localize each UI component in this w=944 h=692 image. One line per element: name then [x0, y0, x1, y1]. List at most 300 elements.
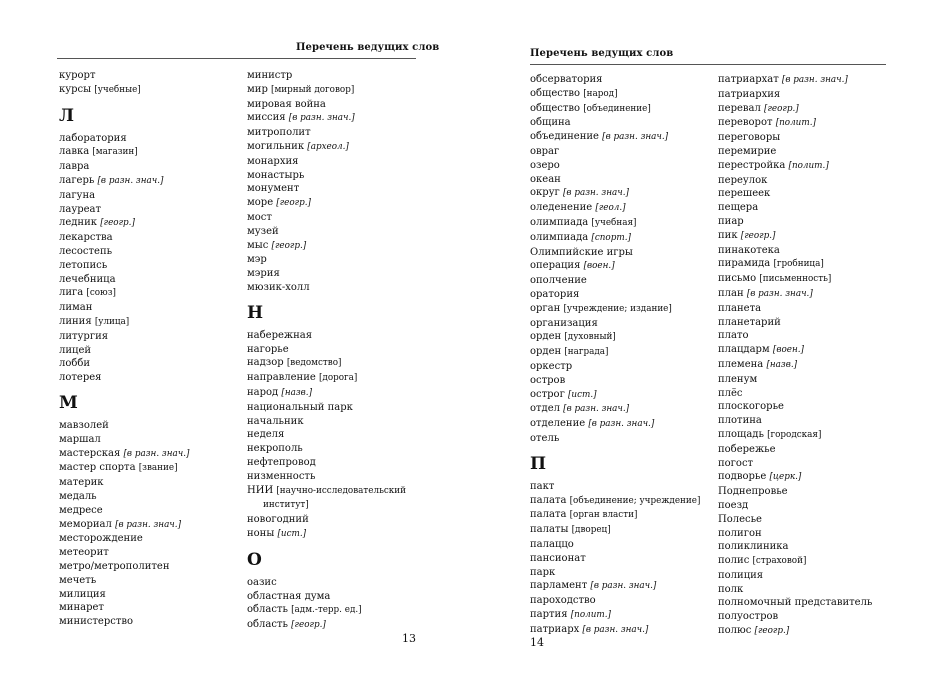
section-letter-heading: Л — [59, 105, 75, 126]
dictionary-entry — [718, 583, 918, 597]
dictionary-entry — [530, 288, 716, 302]
entry-term: плотина — [718, 415, 762, 427]
entry-term: лиман — [59, 302, 93, 314]
entry-gloss: [назв.] — [281, 387, 313, 398]
dictionary-entry — [718, 513, 918, 527]
entry-term: отель — [530, 432, 560, 444]
entry-gloss: [геол.] — [595, 203, 626, 214]
dictionary-entry — [718, 610, 918, 624]
entry-gloss: [объединение; учреждение] — [569, 495, 701, 506]
entry-term: отделение — [530, 418, 589, 430]
entry-term: пароходство — [530, 595, 596, 607]
dictionary-entry — [718, 387, 918, 401]
right-column-1 — [530, 73, 716, 637]
entry-term: надзор — [247, 357, 287, 369]
entry-term: полк — [718, 583, 744, 595]
dictionary-entry — [530, 173, 716, 187]
entry-continuation — [247, 498, 427, 513]
entry-term: океан — [530, 173, 561, 185]
dictionary-entry — [59, 189, 239, 203]
dictionary-entry — [247, 98, 427, 112]
dictionary-entry — [59, 273, 239, 287]
entry-term: операция — [530, 260, 584, 272]
dictionary-entry — [59, 447, 239, 462]
entry-term: полигон — [718, 527, 762, 539]
dictionary-entry — [530, 330, 716, 345]
entry-term: остров — [530, 374, 566, 386]
entry-gloss: [геогр.] — [271, 240, 307, 251]
dictionary-entry — [530, 538, 716, 552]
page-number: 14 — [530, 636, 544, 649]
entry-gloss: [адм.-терр. ед.] — [291, 605, 362, 616]
entry-term: парламент — [530, 580, 591, 592]
dictionary-entry — [718, 215, 918, 229]
dictionary-entry — [530, 116, 716, 130]
entry-gloss: [геогр.] — [754, 626, 790, 637]
dictionary-entry — [59, 504, 239, 518]
dictionary-entry — [718, 443, 918, 457]
dictionary-entry — [247, 356, 427, 371]
entry-gloss: [дорога] — [318, 373, 358, 384]
entry-term: месторождение — [59, 533, 143, 545]
entry-term: орден — [530, 346, 565, 358]
entry-term: пленум — [718, 373, 758, 385]
dictionary-entry — [59, 216, 239, 231]
entry-term: метеорит — [59, 547, 109, 559]
entry-term: отдел — [530, 403, 564, 415]
dictionary-entry — [718, 499, 918, 513]
entry-term: орден — [530, 331, 565, 343]
entry-term: полномочный представитель — [718, 597, 873, 609]
dictionary-entry — [247, 456, 427, 470]
entry-gloss: [награда] — [564, 347, 609, 358]
entry-term: новогодний — [247, 514, 309, 526]
dictionary-entry — [530, 432, 716, 446]
dictionary-entry — [59, 259, 239, 273]
entry-gloss: [учреждение; издание] — [563, 303, 672, 314]
dictionary-entry — [59, 301, 239, 315]
dictionary-entry — [530, 130, 716, 145]
entry-gloss: [в разн. знач.] — [746, 288, 813, 299]
dictionary-entry — [59, 560, 239, 574]
dictionary-entry — [718, 400, 918, 414]
entry-term: мыс — [247, 239, 272, 251]
dictionary-entry — [718, 554, 918, 569]
entry-term: пиар — [718, 215, 744, 227]
entry-term: линия — [59, 315, 95, 327]
dictionary-entry — [59, 344, 239, 358]
dictionary-entry — [247, 329, 427, 343]
entry-term: олимпиада — [530, 231, 592, 243]
entry-term: планетарий — [718, 316, 781, 328]
entry-term: лагуна — [59, 189, 96, 201]
dictionary-entry — [530, 417, 716, 432]
dictionary-entry — [59, 518, 239, 533]
dictionary-entry — [718, 287, 918, 302]
entry-gloss: [воен.] — [583, 261, 615, 272]
entry-term: подворье — [718, 471, 770, 483]
entry-term: митрополит — [247, 127, 311, 139]
entry-term: медаль — [59, 490, 97, 502]
entry-term: мавзолей — [59, 419, 109, 431]
entry-gloss: [полит.] — [570, 609, 611, 620]
dictionary-entry — [530, 494, 716, 509]
dictionary-entry — [59, 433, 239, 447]
entry-term: общество — [530, 87, 584, 99]
entry-term: областная дума — [247, 590, 331, 602]
entry-gloss: [городская] — [767, 429, 822, 440]
entry-term: поликлиника — [718, 541, 789, 553]
entry-term: лицей — [59, 344, 92, 356]
dictionary-entry — [718, 414, 918, 428]
entry-term: маршал — [59, 433, 101, 445]
entry-term: миссия — [247, 112, 289, 124]
dictionary-entry — [530, 360, 716, 374]
left-column-1 — [59, 69, 239, 629]
entry-term: письмо — [718, 273, 760, 285]
entry-term: мемориал — [59, 518, 116, 530]
entry-term: полис — [718, 555, 753, 567]
entry-gloss: [в разн. знач.] — [582, 624, 649, 635]
entry-gloss: [в разн. знач.] — [288, 113, 355, 124]
section-letter-heading: П — [530, 453, 547, 474]
entry-term: переговоры — [718, 132, 781, 144]
entry-gloss: [в разн. знач.] — [588, 419, 655, 430]
entry-term: лига — [59, 287, 87, 299]
entry-term: начальник — [247, 415, 304, 427]
entry-gloss: [дворец] — [571, 525, 611, 536]
dictionary-entry — [59, 330, 239, 344]
dictionary-entry — [530, 186, 716, 201]
header-rule — [530, 64, 886, 65]
dictionary-entry — [530, 523, 716, 538]
dictionary-entry — [530, 388, 716, 403]
dictionary-entry — [59, 476, 239, 490]
dictionary-entry — [718, 373, 918, 387]
entry-term: оледенение — [530, 202, 596, 214]
entry-gloss: [научно-исследовательский — [276, 485, 407, 496]
dictionary-entry — [718, 457, 918, 471]
header-rule — [57, 58, 416, 59]
dictionary-entry — [718, 116, 918, 131]
dictionary-entry — [59, 601, 239, 615]
entry-term: острог — [530, 388, 568, 400]
dictionary-entry — [718, 302, 918, 316]
entry-term: набережная — [247, 329, 313, 341]
entry-term: монархия — [247, 155, 299, 167]
entry-term: неделя — [247, 429, 285, 441]
dictionary-entry — [718, 316, 918, 330]
entry-gloss: [учебная] — [591, 217, 637, 228]
entry-term: озеро — [530, 159, 560, 171]
entry-gloss: [в разн. знач.] — [781, 75, 848, 85]
entry-term: Поднепровье — [718, 486, 788, 498]
section-letter-heading: М — [59, 392, 78, 413]
dictionary-entry — [530, 216, 716, 231]
dictionary-entry — [247, 484, 427, 499]
dictionary-entry — [718, 159, 918, 174]
dictionary-entry — [247, 386, 427, 401]
left-column-2 — [247, 69, 427, 633]
dictionary-entry — [530, 345, 716, 360]
dictionary-entry — [59, 315, 239, 330]
dictionary-entry — [718, 596, 918, 610]
dictionary-entry — [247, 281, 427, 295]
entry-term: лечебница — [59, 273, 116, 285]
dictionary-entry — [530, 87, 716, 102]
entry-term: патриарх — [530, 623, 583, 635]
dictionary-entry — [718, 329, 918, 343]
dictionary-entry — [530, 374, 716, 388]
dictionary-entry — [59, 69, 239, 83]
dictionary-entry — [247, 470, 427, 484]
entry-term: поезд — [718, 499, 749, 511]
entry-gloss: [геогр.] — [276, 198, 311, 209]
dictionary-entry — [718, 257, 918, 272]
dictionary-entry — [59, 83, 239, 98]
entry-term: нагорье — [247, 343, 289, 355]
section-letter-heading: Н — [247, 302, 264, 323]
dictionary-entry — [59, 357, 239, 371]
entry-term: мост — [247, 211, 272, 223]
entry-term: курорт — [59, 70, 96, 81]
dictionary-entry — [718, 272, 918, 287]
entry-term: лавка — [59, 146, 93, 158]
entry-gloss: [письменность] — [759, 274, 832, 285]
dictionary-entry — [718, 187, 918, 201]
entry-term: палаты — [530, 524, 572, 536]
entry-gloss: [учебные] — [94, 84, 141, 95]
entry-gloss: [полит.] — [788, 160, 829, 171]
entry-term: орган — [530, 302, 564, 314]
page-header: Перечень ведущих слов — [296, 42, 440, 53]
dictionary-entry — [530, 317, 716, 331]
dictionary-entry — [530, 274, 716, 288]
entry-term: нефтепровод — [247, 456, 316, 468]
entry-term: материк — [59, 477, 104, 489]
dictionary-entry — [59, 461, 239, 476]
entry-gloss: [геогр.] — [291, 620, 326, 631]
entry-term: лагерь — [59, 174, 98, 186]
entry-gloss: [в разн. знач.] — [115, 519, 182, 530]
entry-term: организация — [530, 317, 598, 329]
dictionary-entry — [530, 159, 716, 173]
entry-term: обсерватория — [530, 74, 603, 85]
entry-term: плацдарм — [718, 344, 773, 356]
entry-term: палата — [530, 494, 570, 506]
dictionary-entry — [718, 145, 918, 159]
entry-term: округ — [530, 187, 563, 199]
dictionary-entry — [530, 259, 716, 274]
entry-term: племена — [718, 358, 767, 370]
entry-gloss: [геогр.] — [100, 218, 135, 229]
entry-term: палаццо — [530, 538, 574, 550]
entry-gloss: [в разн. знач.] — [602, 132, 669, 143]
dictionary-entry — [59, 615, 239, 629]
entry-term: перешеек — [718, 188, 771, 200]
dictionary-entry — [530, 145, 716, 159]
entry-term: площадь — [718, 428, 768, 440]
entry-gloss: [в разн. знач.] — [590, 581, 657, 592]
dictionary-entry — [247, 442, 427, 456]
dictionary-entry — [247, 211, 427, 225]
dictionary-entry — [247, 343, 427, 357]
entry-term: направление — [247, 372, 319, 384]
dictionary-entry — [247, 267, 427, 281]
entry-gloss: [мирный договор] — [271, 84, 355, 95]
entry-term: монумент — [247, 183, 300, 195]
entry-term: переулок — [718, 174, 768, 186]
entry-gloss: [объединение] — [583, 103, 651, 114]
dictionary-entry — [59, 160, 239, 174]
dictionary-entry — [718, 624, 918, 639]
dictionary-entry — [718, 470, 918, 485]
entry-gloss: [духовный] — [564, 332, 616, 343]
dictionary-entry — [247, 155, 427, 169]
dictionary-entry — [247, 576, 427, 590]
dictionary-entry — [59, 588, 239, 602]
entry-term: мастерская — [59, 447, 124, 459]
entry-term: плато — [718, 330, 749, 342]
entry-gloss: [церк.] — [769, 472, 802, 483]
entry-term: министерство — [59, 616, 134, 628]
entry-term: милиция — [59, 588, 106, 600]
dictionary-entry — [247, 527, 427, 542]
entry-term: могильник — [247, 140, 308, 152]
right-column-2 — [718, 73, 918, 639]
entry-term: министр — [247, 70, 293, 81]
dictionary-entry — [718, 358, 918, 373]
entry-term: пинакотека — [718, 244, 780, 256]
entry-term: некрополь — [247, 443, 303, 455]
dictionary-entry — [530, 608, 716, 623]
entry-term: парк — [530, 566, 556, 578]
entry-gloss: [магазин] — [92, 147, 138, 158]
dictionary-entry — [247, 126, 427, 140]
entry-gloss: [ист.] — [568, 389, 597, 400]
entry-gloss: [археол.] — [307, 141, 349, 152]
entry-term: плёс — [718, 387, 743, 399]
dictionary-entry — [530, 508, 716, 523]
entry-term: плоскогорье — [718, 401, 784, 413]
entry-gloss: [союз] — [86, 288, 116, 299]
entry-gloss: [народ] — [583, 88, 618, 99]
entry-term: ноны — [247, 527, 278, 539]
dictionary-entry — [247, 371, 427, 386]
entry-term: лаборатория — [59, 132, 127, 144]
dictionary-entry — [59, 546, 239, 560]
dictionary-entry — [530, 594, 716, 608]
right-page — [472, 0, 944, 692]
entry-term: побережье — [718, 443, 776, 455]
entry-gloss: [геогр.] — [764, 103, 799, 114]
entry-term: курсы — [59, 83, 95, 95]
dictionary-entry — [247, 253, 427, 267]
entry-term: музей — [247, 225, 279, 237]
entry-gloss: [геогр.] — [740, 230, 776, 241]
dictionary-entry — [530, 302, 716, 317]
entry-gloss: [звание] — [138, 463, 178, 474]
entry-term: пирамида — [718, 258, 774, 270]
dictionary-entry — [718, 201, 918, 215]
entry-gloss: [полит.] — [775, 118, 816, 129]
dictionary-entry — [247, 513, 427, 527]
entry-gloss: [в разн. знач.] — [123, 448, 190, 459]
entry-term: монастырь — [247, 169, 305, 181]
entry-term: переворот — [718, 117, 776, 129]
entry-term: лобби — [59, 358, 91, 370]
entry-term: патриархия — [718, 88, 781, 100]
entry-term: НИИ — [247, 484, 277, 496]
entry-term: лотерея — [59, 372, 102, 384]
dictionary-entry — [530, 231, 716, 246]
dictionary-entry — [247, 428, 427, 442]
dictionary-entry — [530, 566, 716, 580]
entry-term: пещера — [718, 202, 759, 214]
entry-term: перевал — [718, 102, 765, 114]
dictionary-entry — [247, 590, 427, 604]
dictionary-entry — [718, 73, 918, 88]
entry-term: медресе — [59, 504, 103, 516]
entry-term: народ — [247, 386, 282, 398]
entry-term: пик — [718, 229, 741, 241]
dictionary-entry — [247, 603, 427, 618]
dictionary-entry — [718, 569, 918, 583]
entry-term: область — [247, 619, 292, 631]
entry-term: море — [247, 197, 277, 209]
entry-term: оратория — [530, 288, 580, 300]
entry-term: оркестр — [530, 360, 573, 372]
dictionary-entry — [530, 73, 716, 87]
entry-term: план — [718, 287, 747, 299]
dictionary-entry — [59, 532, 239, 546]
dictionary-entry — [718, 527, 918, 541]
entry-term: полюс — [718, 625, 755, 637]
dictionary-entry — [59, 145, 239, 160]
dictionary-entry — [59, 174, 239, 189]
dictionary-entry — [247, 83, 427, 98]
page-number: 13 — [402, 632, 416, 645]
dictionary-entry — [59, 490, 239, 504]
entry-gloss: [в разн. знач.] — [562, 188, 629, 199]
entry-term: лесостепь — [59, 245, 113, 257]
entry-term: ледник — [59, 217, 101, 229]
dictionary-entry — [530, 102, 716, 117]
dictionary-entry — [718, 102, 918, 117]
entry-term: минарет — [59, 602, 104, 614]
entry-term: перестройка — [718, 159, 789, 171]
entry-term: мюзик-холл — [247, 281, 310, 293]
dictionary-entry — [718, 88, 918, 102]
entry-term: лавра — [59, 161, 90, 173]
entry-gloss: институт] — [263, 500, 309, 511]
dictionary-entry — [718, 428, 918, 443]
entry-term: ополчение — [530, 275, 587, 287]
entry-term: оазис — [247, 576, 277, 588]
entry-term: мировая война — [247, 98, 326, 110]
entry-term: объединение — [530, 131, 603, 143]
dictionary-entry — [247, 196, 427, 211]
dictionary-entry — [59, 203, 239, 217]
dictionary-entry — [247, 239, 427, 254]
entry-gloss: [ист.] — [277, 528, 307, 539]
entry-gloss: [в разн. знач.] — [563, 404, 630, 415]
entry-term: мир — [247, 83, 272, 95]
dictionary-entry — [530, 552, 716, 566]
entry-gloss: [орган власти] — [569, 510, 638, 521]
entry-gloss: [спорт.] — [591, 232, 631, 243]
entry-term: перемирие — [718, 145, 777, 157]
